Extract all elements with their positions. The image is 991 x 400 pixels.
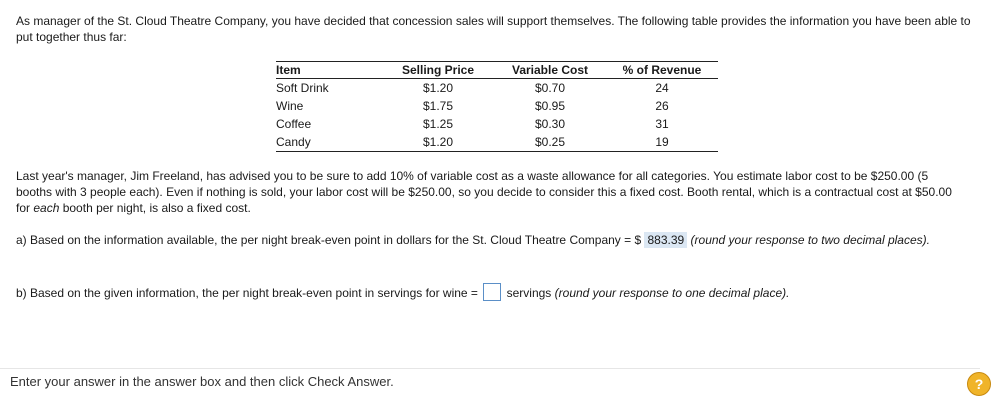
header-percent-revenue: % of Revenue <box>606 62 718 79</box>
cell-price: $1.25 <box>422 117 454 131</box>
paragraph-emphasis: each <box>33 201 60 215</box>
answer-b-input[interactable] <box>483 283 501 301</box>
footer-instructions: Enter your answer in the answer box and then click Check Answer. <box>10 374 394 389</box>
table-header-row <box>276 62 718 79</box>
intro-text: As manager of the St. Cloud Theatre Company, you have decided that concession sales will support themselves. The following table provides the information you have been able to put together thus far: <box>16 14 971 44</box>
cell-item: Soft Drink <box>276 81 329 95</box>
question-b <box>16 283 966 302</box>
question-a-hint: (round your response to two decimal places). <box>690 233 930 247</box>
instructions-paragraph <box>16 168 961 216</box>
cell-variable: $0.25 <box>494 133 606 152</box>
question-b-hint: (round your response to one decimal place). <box>554 286 790 300</box>
cell-variable: $0.95 <box>534 99 566 113</box>
question-b-unit: servings <box>506 286 552 300</box>
paragraph-part-2: booth per night, is also a fixed cost. <box>59 201 251 215</box>
cell-revenue: 24 <box>655 81 669 95</box>
question-b-text: b) Based on the given information, the per night break-even point in servings for wine = <box>16 286 482 300</box>
cell-price: $1.75 <box>422 99 454 113</box>
cell-item: Candy <box>276 133 382 152</box>
cell-variable: $0.30 <box>534 117 566 131</box>
table-row <box>276 133 718 152</box>
cell-revenue: 26 <box>655 99 669 113</box>
table-row <box>276 115 718 133</box>
help-icon[interactable]: ? <box>967 372 991 396</box>
answer-a-field[interactable]: 883.39 <box>644 232 687 248</box>
question-a <box>16 232 966 249</box>
table-row <box>276 79 718 98</box>
question-a-text: a) Based on the information available, the per night break-even point in dollars for the St. Cloud Theatre Company = $ <box>16 233 645 247</box>
cell-item: Coffee <box>276 117 312 131</box>
header-item: Item <box>276 62 382 79</box>
cell-item: Wine <box>276 99 304 113</box>
cell-variable: $0.70 <box>534 81 566 95</box>
footer-divider <box>0 368 980 369</box>
cell-price: $1.20 <box>422 81 454 95</box>
cell-revenue: 31 <box>655 117 669 131</box>
header-selling-price: Selling Price <box>382 62 494 79</box>
paragraph-part-1: Last year's manager, Jim Freeland, has advised you to be sure to add 10% of variable cost as a waste allowance for all categories. You estimate labor cost to be $250.00 (5 booths with 3 people each). Even if nothing is sold, your labor cost will be $250.00, so you decide to consider this a fixed cost. Booth rental, which is a contractual cost at $50.00 for <box>16 169 952 215</box>
concession-table <box>276 61 718 152</box>
cell-price: $1.20 <box>382 133 494 152</box>
table-row <box>276 97 718 115</box>
header-variable-cost: Variable Cost <box>494 62 606 79</box>
cell-revenue: 19 <box>606 133 718 152</box>
